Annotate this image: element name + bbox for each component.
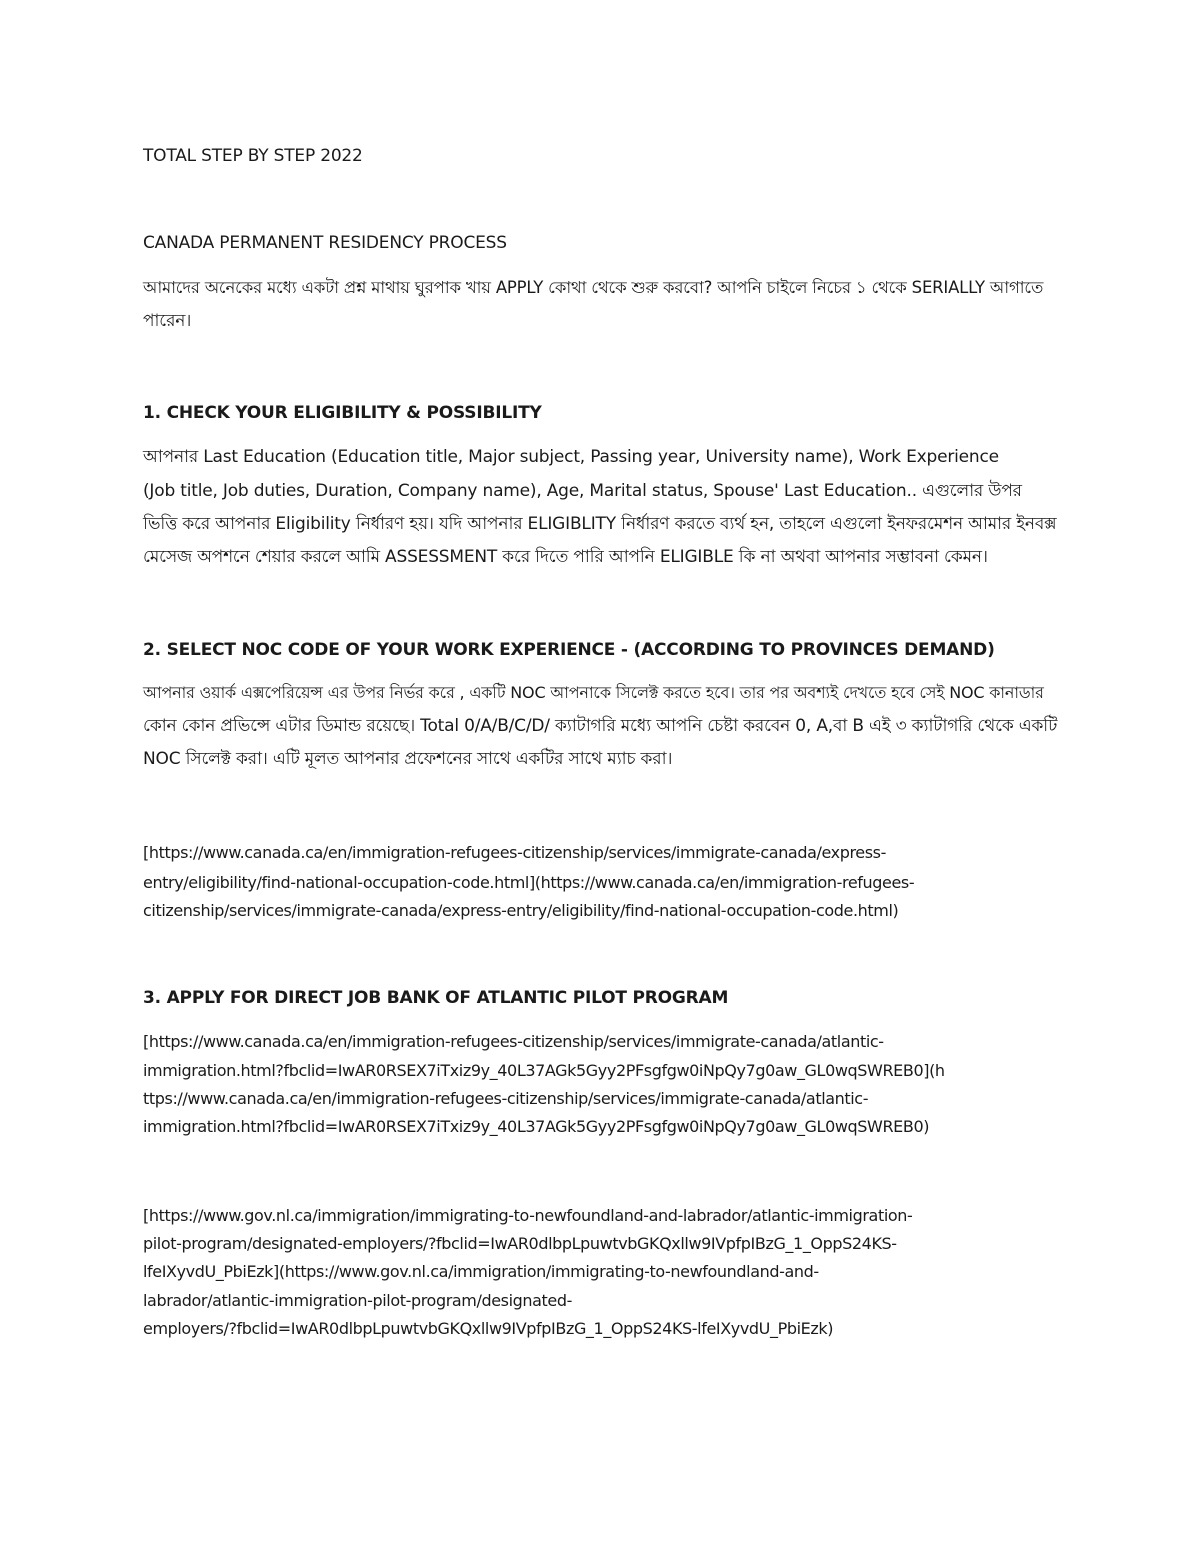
section-3-link2-line-3[interactable]: lfeIXyvdU_PbiEzk](https://www.gov.nl.ca/immigration/immigrating-to-newfoundland-and-	[143, 1262, 819, 1281]
document-title: TOTAL STEP BY STEP 2022	[143, 146, 363, 166]
section-1-line-2: (Job title, Job duties, Duration, Company name), Age, Marital status, Spouse' Last Education.. এগুলোর উপর	[143, 481, 1022, 501]
section-2-link-line-2[interactable]: entry/eligibility/find-national-occupation-code.html](https://www.canada.ca/en/immigration-refugees-	[143, 873, 915, 892]
section-2-link-line-3[interactable]: citizenship/services/immigrate-canada/express-entry/eligibility/find-national-occupation-code.html)	[143, 901, 899, 920]
intro-line-1: আমাদের অনেকের মধ্যে একটা প্রশ্ন মাথায় ঘুরপাক খায় APPLY কোথা থেকে শুরু করবো? আপনি চাইলে নিচের ১ থেকে SERIALLY আগাতে	[143, 278, 1044, 297]
section-2-line-2: কোন কোন প্রভিন্সে এটার ডিমান্ড রয়েছে। Total 0/A/B/C/D/ ক্যাটাগরি মধ্যে আপনি চেষ্টা করবেন 0, A,বা B এই ৩ ক্যাটাগরি থেকে একটি	[143, 716, 1058, 736]
section-2-line-1: আপনার ওয়ার্ক এক্সপেরিয়েন্স এর উপর নির্ভর করে , একটি NOC আপনাকে সিলেক্ট করতে হবে। তার পর অবশ্যই দেখতে হবে সেই NOC কানাডার	[143, 683, 1044, 702]
section-3-link-line-3[interactable]: ttps://www.canada.ca/en/immigration-refugees-citizenship/services/immigrate-canada/atlantic-	[143, 1089, 869, 1108]
section-1-line-1: আপনার Last Education (Education title, Major subject, Passing year, University name), Work Experience	[143, 447, 999, 467]
section-3-link2-line-2[interactable]: pilot-program/designated-employers/?fbclid=IwAR0dlbpLpuwtvbGKQxllw9IVpfpIBzG_1_OppS24KS-	[143, 1234, 897, 1253]
section-2-heading: 2. SELECT NOC CODE OF YOUR WORK EXPERIENCE - (ACCORDING TO PROVINCES DEMAND)	[143, 640, 995, 660]
section-3-link-line-2[interactable]: immigration.html?fbclid=IwAR0RSEX7iTxiz9y_40L37AGk5Gyy2PFsgfgw0iNpQy7g0aw_GL0wqSWREB0](h	[143, 1061, 945, 1080]
section-3-link2-line-1[interactable]: [https://www.gov.nl.ca/immigration/immigrating-to-newfoundland-and-labrador/atlantic-immigration-	[143, 1206, 913, 1225]
section-3-link-line-4[interactable]: immigration.html?fbclid=IwAR0RSEX7iTxiz9y_40L37AGk5Gyy2PFsgfgw0iNpQy7g0aw_GL0wqSWREB0)	[143, 1117, 930, 1136]
section-3-link2-line-4[interactable]: labrador/atlantic-immigration-pilot-program/designated-	[143, 1291, 572, 1310]
section-1-line-3: ভিত্তি করে আপনার Eligibility নির্ধারণ হয়। যদি আপনার ELIGIBLITY নির্ধারণ করতে ব্যর্থ হন, তাহলে এগুলো ইনফরমেশন আমার ইনবক্স	[143, 514, 1057, 534]
section-2-line-3: NOC সিলেক্ট করা। এটি মূলত আপনার প্রফেশনের সাথে একটির সাথে ম্যাচ করা।	[143, 749, 673, 769]
document-subtitle: CANADA PERMANENT RESIDENCY PROCESS	[143, 233, 507, 253]
section-1-heading: 1. CHECK YOUR ELIGIBILITY & POSSIBILITY	[143, 403, 542, 423]
section-3-link-line-1[interactable]: [https://www.canada.ca/en/immigration-refugees-citizenship/services/immigrate-canada/atlantic-	[143, 1032, 884, 1051]
section-3-link2-line-5[interactable]: employers/?fbclid=IwAR0dlbpLpuwtvbGKQxllw9IVpfpIBzG_1_OppS24KS-lfeIXyvdU_PbiEzk)	[143, 1319, 834, 1338]
section-3-heading: 3. APPLY FOR DIRECT JOB BANK OF ATLANTIC PILOT PROGRAM	[143, 988, 729, 1008]
intro-line-2: পারেন।	[143, 311, 192, 331]
section-2-link-line-1[interactable]: [https://www.canada.ca/en/immigration-refugees-citizenship/services/immigrate-canada/express-	[143, 843, 886, 862]
section-1-line-4: মেসেজ অপশনে শেয়ার করলে আমি ASSESSMENT করে দিতে পারি আপনি ELIGIBLE কি না অথবা আপনার সম্ভাবনা কেমন।	[143, 547, 988, 567]
